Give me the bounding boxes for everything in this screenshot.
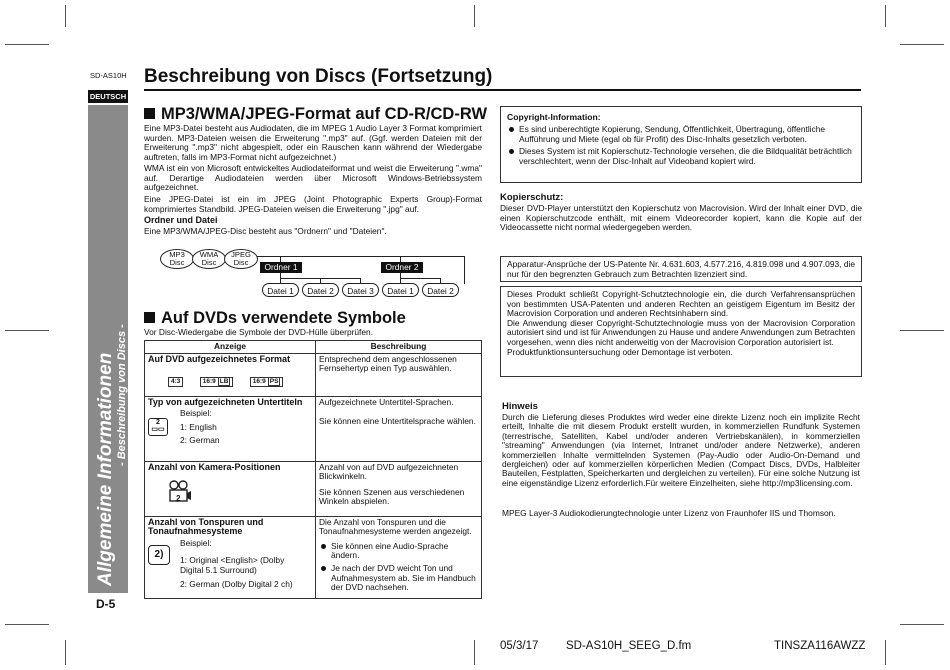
footer-file: SD-AS10H_SEEG_D.fm	[566, 640, 692, 652]
audio-bullets	[319, 542, 478, 593]
camera-icon-wrap	[148, 472, 312, 508]
badge-text: 16:9	[202, 378, 216, 386]
row-head: Anzahl von Tonspuren und Tonaufnahmesysteme	[148, 516, 264, 537]
folder-1: Ordner 1	[260, 262, 302, 273]
bullet-item: Sie können eine Audio-Sprache ändern.	[319, 542, 478, 561]
folder-file-text: Eine MP3/WMA/JPEG-Disc besteht aus "Ordnern" und "Dateien".	[144, 226, 387, 236]
aspect-badges	[148, 376, 312, 387]
macrovision-p1: Dieses Produkt schließt Copyright-Schutztechnologie ein, die durch Verfahrensansprüchen von bestimmten USA-Patenten und anderen Rechten an geistigem Eigentum im Besitz der Macrovision Corporation und anderen Rechtsinhabern sind.	[507, 289, 855, 319]
disc-jpeg	[224, 249, 258, 269]
col-display-header: Anzeige	[145, 341, 316, 354]
section-mp3-title-text: MP3/WMA/JPEG-Format auf CD-R/CD-RW	[161, 105, 488, 123]
wma-paragraph: WMA ist ein von Microsoft entwickeltes Audiodateiformat und weist die Erweiterung ".wma" auf. Derartige Audiodateien werden über Microsoft Windows-Betriebssystem aufgezeichnet.	[144, 163, 482, 193]
row-format-desc: Entsprechend dem angeschlossenen Fernsehertyp einen Typ auswählen.	[316, 353, 482, 396]
row-subtitle-display	[145, 396, 316, 461]
mpeg-license-text: MPEG Layer-3 Audiokodierungtechnologie unter Lizenz von Fraunhofer IIS und Thomson.	[502, 508, 836, 518]
desc-text: Sie können eine Untertitelsprache wählen.	[319, 416, 476, 427]
header-rule	[144, 89, 861, 91]
subtitle-icon: 2 ▭▭	[148, 418, 168, 436]
row-audio-display	[145, 516, 316, 598]
file-chip: Datei 2	[422, 283, 459, 297]
patent-box: Apparatur-Ansprüche der US-Patente Nr. 4.631.603, 4.577.216, 4.819.098 und 4.907.093, die nur für den begrenzten Gebrauch zum Betrachten lizenziert sind.	[500, 256, 862, 282]
row-camera-desc	[316, 461, 482, 516]
crop-mark	[885, 640, 886, 665]
aspect-badge	[168, 377, 183, 387]
crop-mark	[5, 330, 49, 331]
footer-code: TINSZA116AWZZ	[774, 640, 866, 652]
crop-mark	[900, 44, 944, 45]
disc-label: MP3 Disc	[169, 250, 185, 268]
col-desc-header: Beschreibung	[316, 341, 482, 354]
page-title: Beschreibung von Discs (Fortsetzung)	[144, 66, 493, 87]
kopierschutz-text: Dieser DVD-Player unterstützt den Kopierschutz von Macrovision. Wird der Inhalt einer DVD, die einen Kopierschutzcode enthält, mit einem Videorecorder kopiert, kann die Kopie auf der Videocassette nicht normal wiedergegeben werden.	[500, 203, 862, 233]
kopierschutz-title: Kopierschutz:	[500, 192, 564, 203]
mp3-paragraph: Eine MP3-Datei besteht aus Audiodaten, die im MPEG 1 Audio Layer 3 Format komprimiert wurden. MP3-Dateien weisen die Erweiterung ".mp3" auf. (Ggf. werden Dateien mit der Erweiterung ".mp3" nicht abgespielt, oder ein Rauschen kann während der Wiedergabe auftreten, falls im MP3-Format nicht aufgezeichnet.)	[144, 123, 482, 162]
table-row	[145, 461, 482, 516]
footer-date: 05/3/17	[500, 640, 539, 652]
example-item: 1: Original <English> (Dolby Digital 5.1 Surround)	[180, 555, 285, 575]
table-row	[145, 516, 482, 598]
tree-line	[464, 256, 465, 284]
tree-line	[280, 273, 281, 283]
row-head: Typ von aufgezeichneten Untertiteln	[148, 396, 303, 407]
badge-sub: PS	[269, 378, 279, 386]
badge-sub: LB	[219, 378, 229, 386]
row-audio-desc	[316, 516, 482, 598]
dvd-symbols-table	[144, 340, 482, 599]
badge-text: 16:9	[252, 378, 266, 386]
example-label: Beispiel:	[180, 408, 212, 419]
file-chip: Datei 1	[382, 283, 419, 297]
dvd-symbols-intro: Vor Disc-Wiedergabe die Symbole der DVD-Hülle überprüfen.	[144, 327, 374, 337]
table-row	[145, 353, 482, 396]
disc-mp3	[160, 249, 194, 269]
bullet-item: Je nach der DVD weicht Ton und Aufnahmesystem ab. Sie im Handbuch der DVD nachsehen.	[319, 564, 478, 593]
crop-mark	[474, 5, 475, 27]
audio-track-icon: 2)	[148, 545, 170, 565]
example-item: 2: German (Dolby Digital 2 ch)	[180, 578, 293, 589]
row-subtitle-example	[148, 407, 312, 455]
example-item: 1: English	[180, 421, 217, 432]
file-chip: Datei 3	[342, 283, 379, 297]
section-dvd-symbols-title-text: Auf DVDs verwendete Symbole	[161, 309, 406, 327]
jpeg-paragraph: Eine JPEG-Datei ist ein im JPEG (Joint Photographic Experts Group)-Format komprimiertes Standbild. JPEG-Dateien weisen die Erweiterung ".jpg" auf.	[144, 194, 482, 214]
crop-mark	[65, 5, 66, 27]
row-subtitle-desc	[316, 396, 482, 461]
copyright-bullets	[507, 125, 855, 166]
aspect-badge	[250, 377, 284, 387]
macrovision-p2: Die Anwendung dieser Copyright-Schutztechnologie muss von der Macrovision Corporation autorisiert sind und ist für Anwendungen zu Hause und andere Anwendungen zum Betrachten vorgesehen, wenn dies nicht anderweitig von der Macrovision Corporation autorisiert ist.	[507, 317, 855, 347]
copyright-title: Copyright-Information:	[507, 112, 601, 122]
crop-mark	[885, 5, 886, 27]
icon-number: 2	[154, 548, 161, 560]
crop-mark	[5, 624, 49, 625]
camera-icon-number: 2	[176, 494, 181, 504]
row-head: Auf DVD aufgezeichnetes Format	[148, 353, 291, 364]
crop-mark	[65, 640, 66, 665]
tree-line	[400, 278, 440, 279]
example-item: 2: German	[180, 435, 220, 446]
folder-2: Ordner 2	[381, 262, 423, 273]
example-lines	[180, 539, 308, 589]
desc-text: Anzahl von auf DVD aufgezeichneten Blickwinkeln.	[319, 461, 459, 482]
sidebar-title: Allgemeine Informationen	[95, 352, 116, 586]
badge-text: 4:3	[171, 378, 181, 386]
copyright-box	[500, 106, 862, 183]
disc-label: JPEG Disc	[231, 250, 251, 268]
model-label: SD-AS10H	[90, 71, 127, 80]
row-format-display	[145, 353, 316, 396]
language-tab: DEUTSCH	[89, 92, 127, 101]
macrovision-p3: Produktfunktionsuntersuchung oder Demontage ist verboten.	[507, 346, 733, 357]
tree-line	[257, 256, 464, 257]
file-chip: Datei 1	[262, 283, 299, 297]
table-row	[145, 396, 482, 461]
desc-text: Die Anzahl von Tonspuren und die Tonaufnahmesysteme werden angezeigt.	[319, 516, 472, 537]
square-bullet-icon	[144, 108, 155, 119]
square-bullet-icon	[144, 312, 155, 323]
icon-number: 2	[156, 419, 160, 427]
disc-label: WMA Disc	[199, 250, 219, 268]
desc-text: Sie können Szenen aus verschiedenen Winkeln abspielen.	[319, 486, 465, 507]
table-header-row	[145, 341, 482, 354]
macrovision-box	[500, 286, 862, 377]
example-label: Beispiel:	[180, 537, 212, 548]
row-camera-display	[145, 461, 316, 516]
row-audio-example	[148, 537, 312, 597]
folder-file-subtitle: Ordner und Datei	[144, 215, 218, 225]
example-lines	[180, 409, 220, 446]
sidebar-subtitle: - Beschreibung von Discs -	[116, 324, 128, 466]
sidebar-text	[95, 196, 128, 586]
section-dvd-symbols-title	[144, 309, 406, 328]
file-chip: Datei 2	[302, 283, 339, 297]
hinweis-title: Hinweis	[502, 401, 538, 412]
desc-text: Aufgezeichnete Untertitel-Sprachen.	[319, 396, 454, 407]
page-number: D-5	[96, 597, 116, 611]
bullet-item: Es sind unberechtigte Kopierung, Sendung, Öffentlichkeit, Übertragung, öffentliche Aufführung und Miete (egal ob für Profit) des Disc-Inhalts gesetzlich verboten.	[507, 125, 855, 144]
aspect-badge	[200, 377, 234, 387]
disc-wma	[192, 249, 226, 269]
crop-mark	[900, 624, 944, 625]
crop-mark	[474, 640, 475, 665]
crop-mark	[900, 330, 944, 331]
tree-line	[400, 273, 401, 283]
section-mp3-title	[144, 105, 487, 124]
bullet-item: Dieses System ist mit Kopierschutz-Technologie versehen, die die Bildqualität beträchtlich verschlechtert, wenn der Disc-Inhalt auf Videoband kopiert wird.	[507, 147, 855, 166]
crop-mark	[5, 44, 49, 45]
hinweis-text: Durch die Lieferung dieses Produktes wird weder eine direkte Lizenz noch ein implizite Recht erteilt, Inhalte die mit diesem Produkt erstellt wurden, in kommerziellen Rundfunk Systemen (terrestrische, Satelliten, Kabel und/oder anderen Vertriebskanälen), in kommerziellen "streaming" Anwendungen (via Internet, Intranet und/oder andere Netzwerke), anderen kommerziellen Inhalte vermittelnden Systemen (Pay-Audio oder Audio-On-Demand und dergleichen) oder auf kommerziellen körperlichen Medien (Compact Discs, DVDs, Halbleiter Bauteilen, Festplatten, Speicherkarten und dergleichen zu verteilen). Für eine solche Nutzung ist eine eigenständige Lizenz erforderlich.Für weitere Einzelheiten, siehe http://mp3licensing.com.	[502, 412, 861, 488]
row-head: Anzahl von Kamera-Positionen	[148, 461, 281, 472]
